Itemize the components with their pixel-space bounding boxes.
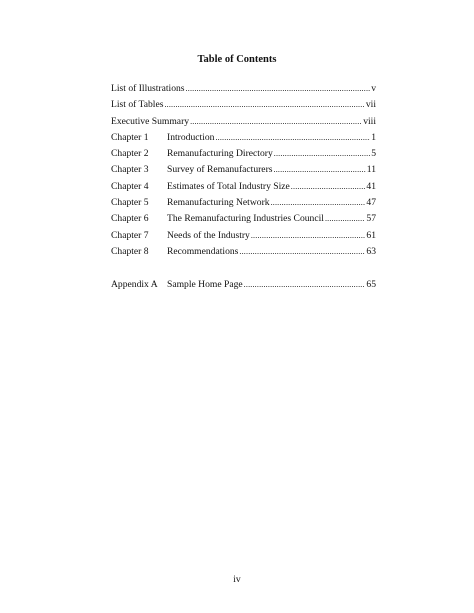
toc-entry-label: Appendix A [111, 278, 158, 290]
dot-leader [164, 97, 364, 113]
dot-leader [251, 228, 366, 244]
toc-entry-title: Remanufacturing Directory [167, 148, 273, 160]
toc-entry-label: Chapter 3 [111, 164, 149, 176]
toc-entry-chapter-4 [111, 179, 376, 195]
toc-entry-page: 61 [366, 229, 376, 241]
toc-entry-label: Chapter 7 [111, 229, 149, 241]
toc-entry-chapter-3 [111, 162, 376, 178]
toc-spacer [111, 260, 376, 276]
toc-entry-page: v [371, 83, 376, 94]
dot-leader [325, 211, 365, 227]
toc-entry-title: Introduction [167, 131, 215, 143]
toc-entry-appendix-a [111, 277, 376, 293]
toc-entry-chapter-8 [111, 244, 376, 260]
toc-entry-page: 1 [371, 131, 376, 143]
dot-leader [186, 81, 371, 97]
toc-entry-label: Chapter 6 [111, 213, 149, 225]
toc-entry-title: Estimates of Total Industry Size [167, 180, 290, 192]
table-of-contents [111, 81, 376, 293]
toc-entry-title: List of Illustrations [111, 83, 185, 94]
toc-entry-title: Recommendations [167, 245, 239, 257]
toc-entry-label: Chapter 5 [111, 197, 149, 209]
toc-entry-chapter-6 [111, 211, 376, 227]
toc-entry-page: 5 [371, 148, 376, 160]
dot-leader [291, 179, 366, 195]
page-number: iv [233, 574, 241, 585]
dot-leader [274, 146, 370, 162]
page-title: Table of Contents [197, 54, 277, 65]
toc-entry-label: Chapter 2 [111, 148, 149, 160]
dot-leader [244, 277, 366, 293]
toc-entry-chapter-2 [111, 146, 376, 162]
dot-leader [190, 114, 362, 130]
toc-entry-title: Needs of the Industry [167, 229, 250, 241]
toc-entry-list-of-tables [111, 97, 376, 113]
toc-entry-label: Chapter 8 [111, 245, 149, 257]
toc-entry-title: List of Tables [111, 99, 164, 111]
toc-entry-page: 47 [366, 197, 376, 209]
toc-entry-page: viii [363, 115, 376, 127]
dot-leader [274, 162, 366, 178]
toc-entry-label: Chapter 1 [111, 131, 149, 143]
dot-leader [215, 130, 370, 146]
toc-entry-chapter-5 [111, 195, 376, 211]
toc-entry-page: 65 [366, 278, 376, 290]
toc-entry-title: The Remanufacturing Industries Council [167, 213, 324, 225]
dot-leader [239, 244, 365, 260]
toc-entry-executive-summary [111, 114, 376, 130]
toc-entry-page: 57 [366, 213, 376, 225]
toc-entry-chapter-7 [111, 228, 376, 244]
toc-entry-chapter-1 [111, 130, 376, 146]
toc-entry-title: Survey of Remanufacturers [167, 164, 273, 176]
toc-entry-page: 63 [366, 245, 376, 257]
toc-entry-page: vii [365, 99, 376, 111]
toc-entry-label: Chapter 4 [111, 180, 149, 192]
toc-entry-list-of-illustrations [111, 81, 376, 97]
toc-entry-title: Executive Summary [111, 115, 190, 127]
toc-entry-title: Remanufacturing Network [167, 197, 270, 209]
dot-leader [271, 195, 366, 211]
toc-entry-title: Sample Home Page [167, 278, 243, 290]
toc-entry-page: 41 [366, 180, 376, 192]
toc-entry-page: 11 [366, 164, 376, 176]
